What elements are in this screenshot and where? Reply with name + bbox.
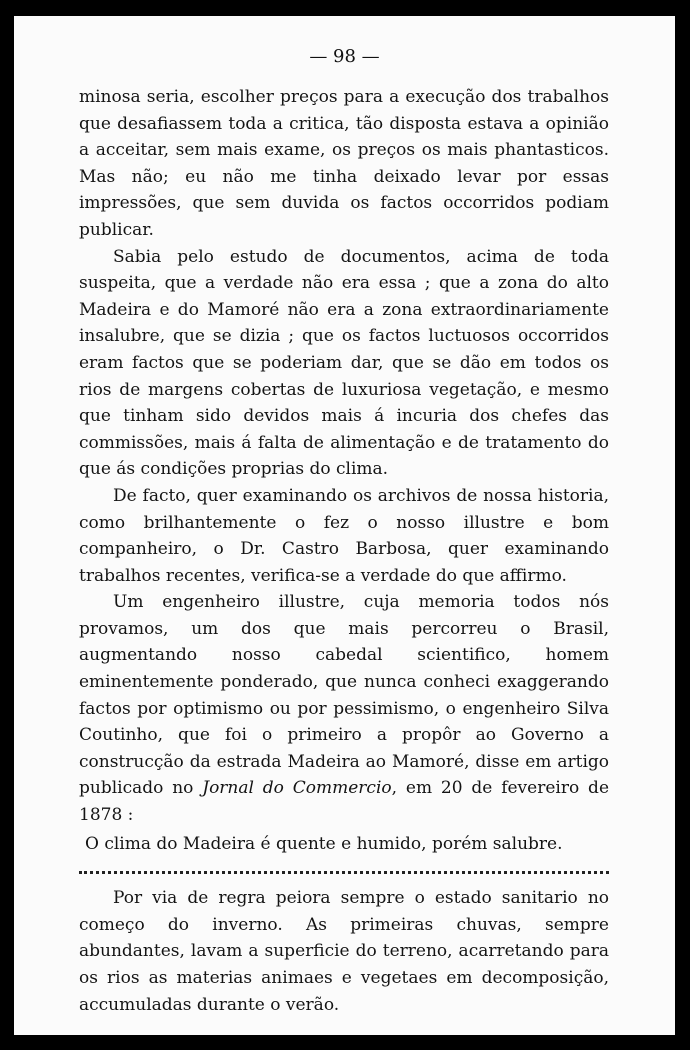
- quotation: O clima do Madeira é quente e humido, porém salubre.: [85, 833, 563, 854]
- paragraph-5: Por via de regra peiora sempre o estado sanitario no começo do inverno. As primeiras chuvas, sempre abundantes, lavam a superficie do terreno, acarretando para os rios as materias animaes e vegetaes em decomposição, accumuladas durante o verão.: [79, 888, 609, 1015]
- paragraph-3: De facto, quer examinando os archivos de nossa historia, como brilhantemente o fez o nosso illustre e bom companheiro, o Dr. Castro Barbosa, quer examinando trabalhos recentes, verifica-se a verdade do que affirmo.: [79, 485, 609, 586]
- page-body: [79, 84, 609, 1018]
- ellipsis-divider: [79, 859, 609, 879]
- paragraph-4: [79, 589, 609, 828]
- page-number: — 98 —: [309, 46, 380, 67]
- paragraph-4-text-before: Um engenheiro illustre, cuja memoria todos nós provamos, um dos que mais percorreu o Brasil, augmentando nosso cabedal scientifico, homem eminentemente ponderado, que nunca conheci exaggerando factos por optimismo ou por pessimismo, o engenheiro Silva Coutinho, que foi o primeiro a propôr ao Governo a construcção da estrada Madeira ao Mamoré, disse em artigo publicado no: [79, 592, 609, 799]
- newspaper-title: Jornal do Commercio: [202, 778, 392, 799]
- paragraph-2: Sabia pelo estudo de documentos, acima de toda suspeita, que a verdade não era essa ; que a zona do alto Madeira e do Mamoré não era a zona extraordinariamente insalubre, que se dizia ; que os factos luctuosos occorridos eram factos que se poderiam dar, que se dão em todos os rios de margens cobertas de luxuriosa vegetação, e mesmo que tinham sido devidos mais á incuria dos chefes das commissões, mais á falta de alimentação e de tratamento do que ás condições proprias do clima.: [79, 246, 609, 480]
- paragraph-1: minosa seria, escolher preços para a execução dos trabalhos que desafiassem toda a critica, tão disposta estava a opinião a acceitar, sem mais exame, os preços os mais phantasticos. Mas não; eu não me tinha deixado levar por essas impressões, que sem duvida os factos occorridos podiam publicar.: [79, 87, 609, 240]
- book-page: [14, 16, 675, 1035]
- paragraph-4-text-after: , em 20 de fevereiro de 1878 :: [79, 778, 610, 826]
